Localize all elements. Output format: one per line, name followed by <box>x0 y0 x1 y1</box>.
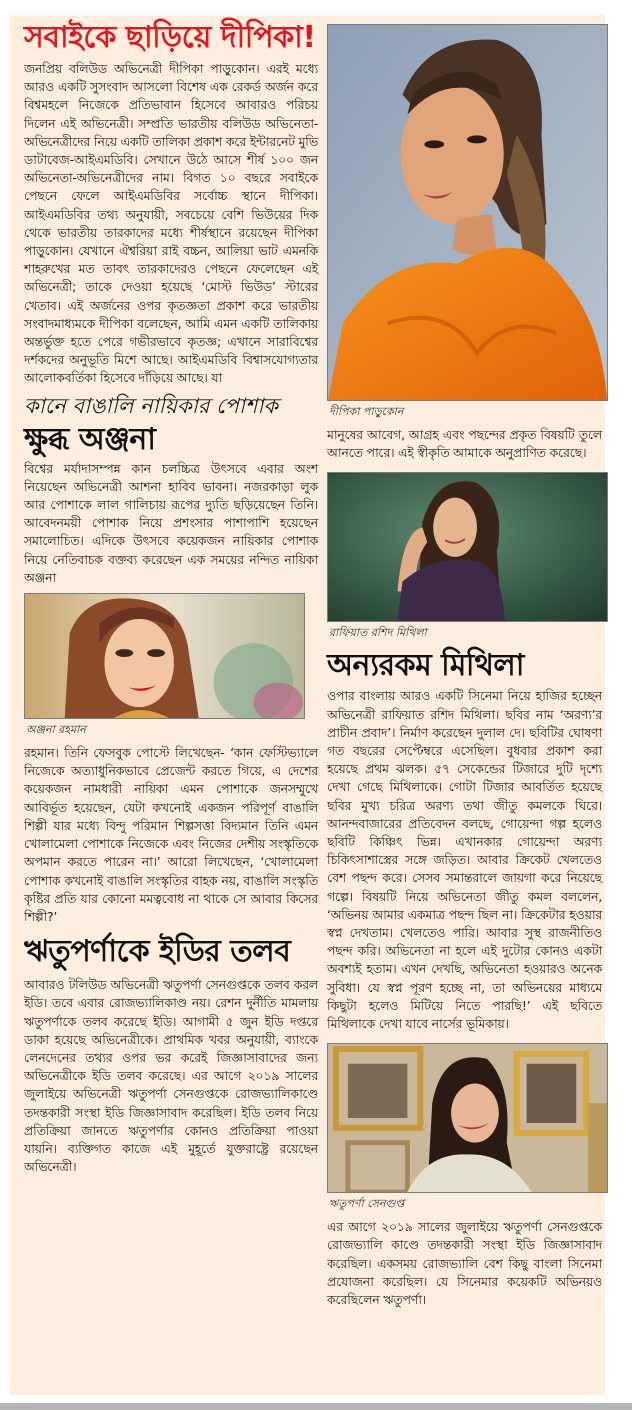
article-deepika-body: জনপ্রিয় বলিউড অভিনেত্রী দীপিকা পাড়ুকোন। এরই মধ্যে আরও একটি সুসংবাদ আসলো বিশেষ এক রেকর্ড অর্জন করে বিশ্বমহলে নিজেকে প্রতিভাবান হিসেবে আবারও পরিচয় দিলেন এই অভিনেত্রী। সম্প্রতি ভারতীয় বলিউড অভিনেতা-অভিনেত্রীদের নিয়ে একটি তালিকা প্রকাশ করে ইন্টারনেট মুভি ডাটাবেজ-আইএমডিবি। সেখানে উঠে আসে শীর্ষ ১০০ জন অভিনেতা-অভিনেত্রীদের নাম। বিগত ১০ বছরে সবাইকে পেছনে ফেলে আইএমডিবির সর্বোচ্চ স্থানে দীপিকা। আইএমডিবির তথ্য অনুযায়ী, সবচেয়ে বেশি ভিউয়ের দিক থেকে ভারতীয় তারকাদের মধ্যে শীর্ষস্থানে রয়েছেন দীপিকা পাড়ুকোন। যেখানে ঐশ্বরিয়া রাই বচ্চন, আলিয়া ভাট এমনকি শাহরুখের মত তাবৎ তারকাদেরও পেছনে ফেলেছেন এই অভিনেত্রী; তাকে দেওয়া হয়েছে ‘মোস্ট ভিউড’ স্টারের খেতাব। এই অর্জনের ওপর কৃতজ্ঞতা প্রকাশ করে ভারতীয় সংবাদমাধ্যমকে দীপিকা বলেছেন, আমি এমন একটি তালিকায় অন্তর্ভুক্ত হতে পেরে গভীরভাবে কৃতজ্ঞ; এখানে সারাবিশ্বের দর্শকদের অনুভূতি মিশে আছে। আইএমডিবি বিশ্বাসযোগ্যতার আলোকবর্তিকা হিসেবে দাঁড়িয়ে আছে। যা <box>24 61 318 386</box>
photo-caption-mithila: রাফিয়াত রশিদ মিথিলা <box>329 626 427 640</box>
article-anjana-body-part2: রহমান। তিনি ফেসবুক পোস্টে লিখেছেন- ‘কান ফেস্টিভ্যালে নিজেকে অত্যাধুনিকভাবে প্রেজেন্ট করতে গিয়ে, এ দেশের কয়েকজন নামধারী নায়িকা এমন পোশাকে জনসম্মুখে আবির্ভূত হয়েছেন, যেটা কখনোই একজন পরিপূর্ণ বাঙালি শিল্পী যার মধ্যে বিন্দু পরিমান শিল্পসত্তা বিদ্যমান তিনি এমন খোলামেলা পোশাকে নিজেকে এবং নিজের দেশীয় সংস্কৃতিকে অপমান করতে পারেন না।’ আরো লিখেছেন, ‘খোলামেলা পোশাক কখনোই বাঙালি সংস্কৃতির বাহক নয়, বাঙালি সংস্কৃতি কৃষ্টির প্রতি যার কোনো মমত্ববোধ না থাকে সে আবার কিসের শিল্পী?’ <box>24 745 318 924</box>
photo-deepika-padukone <box>327 24 608 401</box>
headline-rituparna: ঋতুপর্ণাকে ইডির তলব <box>24 934 291 970</box>
bottom-divider <box>0 1403 632 1410</box>
photo-deepika-image <box>328 25 607 400</box>
kicker-cannes: কানে বাঙালি নায়িকার পোশাক <box>24 393 279 418</box>
right-column <box>327 15 602 1309</box>
article-rituparna-continued: এর আগে ২০১৯ সালের জুলাইয়ে ঋতুপর্ণা সেনগুপ্তকে রোজভ্যালি কাণ্ডে তদন্তকারী সংস্থা ইডি জিজ্ঞাসাবাদ করেছিল। একসময় রোজভ্যালি বেশ কিছু বাংলা সিনেমা প্রযোজনা করেছিল। যে সিনেমার কয়েকটি অভিনয়ও করেছিলেন ঋতুপর্ণা। <box>327 1219 602 1308</box>
photo-caption-rituparna: ঋতুপর্ণা সেনগুপ্ত <box>329 1197 405 1211</box>
photo-caption-anjana: অঞ্জনা রহমান <box>26 723 86 737</box>
headline-anjana: ক্ষুব্ধ অঞ্জনা <box>24 421 156 457</box>
left-column <box>24 15 318 1176</box>
photo-mithila <box>327 472 608 622</box>
photo-anjana-image <box>25 594 304 718</box>
photo-rituparna <box>327 1043 608 1193</box>
photo-caption-deepika: দীপিকা পাড়ুকোন <box>329 405 404 418</box>
headline-mithila: অন্যরকম মিথিলা <box>327 648 524 684</box>
photo-anjana-rahman <box>24 593 305 719</box>
photo-mithila-image <box>328 473 607 621</box>
article-anjana-body-part1: বিশ্বের মর্যাদাসম্পন্ন কান চলচ্চিত্র উৎসবে এবার অংশ নিয়েছেন অভিনেত্রী আশনা হাবিব ভাবনা। নজরকাড়া লুক আর পোশাকে লাল গালিচায় রূপের দ্যুতি ছড়িয়েছেন তিনি। আবেদনময়ী পোশাক নিয়ে প্রশংসার পাশাপাশি হয়েছেন সমালোচিত। এদিকে উৎসবে কয়েকজন নায়িকার পোশাক নিয়ে নেতিবাচক বক্তব্য করেছেন এক সময়ের নন্দিত নায়িকা অঞ্জনা <box>24 460 318 585</box>
article-mithila-body: ওপার বাংলায় আরও একটি সিনেমা নিয়ে হাজির হচ্ছেন অভিনেত্রী রাফিয়াত রশিদ মিথিলা। ছবির নাম ‘অরণ্য’র প্রাচীন প্রবাদ’। নির্মাণ করেছেন দুলাল দে। ছবিটির ঘোষণা গত বছরের সেপ্টেম্বরে এসেছিল। বুধবার প্রকাশ করা হয়েছে প্রথম ঝলক। ৫৭ সেকেন্ডের টিজারে দুটি দৃশ্যে দেখা গেছে মিথিলাকে। গোটা টিজার আবর্তিত হয়েছে ছবির মুখ্য চরিত্র অরণ্য তথা জীতু কমলকে ঘিরে। আনন্দবাজারের প্রতিবেদন বলছে, গোয়েন্দা গল্প হলেও ছবিটি কিঞ্চিৎ ভিন্ন। এখানকার গোয়েন্দা অরণ্য চিকিৎসাশাস্ত্রের সঙ্গে জড়িত। আবার ক্রিকেট খেলতেও বেশ পছন্দ করে। সেসব সমান্তরালে জায়গা করে নিয়েছে গল্পে। বিষয়টি নিয়ে অভিনেতা জীতু কমল বললেন, ‘অভিনয় আমার একমাত্র পছন্দ ছিল না। ক্রিকেটার হওয়ার স্বপ্ন দেখতাম। খেলতেও পারি। আবার সুস্থ রাজনীতিও পছন্দ করি। অভিনেতা না হলে এই দুটোর কোনও একটা অবশ্যই হতাম। এখন দেখছি, অভিনেতা হওয়ারও অনেক সুবিধা। যে স্বপ্ন পূরণ হচ্ছে না, তা অভিনয়ের মাধ্যমে কিছুটা হলেও মিটিয়ে নিতে পারছি!’ এই ছবিতে মিথিলাকে দেখা যাবে নার্সের ভূমিকায়। <box>327 688 602 1032</box>
article-rituparna-body: আবারও টলিউড অভিনেত্রী ঋতুপর্ণা সেনগুপ্তকে তলব করল ইডি। তবে এবার রোজভ্যালিকাণ্ড নয়। রেশন দুর্নীতি মামলায় ঋতুপর্ণাকে তলব করেছে ইডি। আগামী ৫ জুন ইডি দপ্তরে ডাকা হয়েছে অভিনেত্রীকে। প্রাথমিক খবর অনুযায়ী, ব্যাংকে লেনদেনের তথ্যর ওপর ভর করেই জিজ্ঞাসাবাদের জন্য অভিনেত্রীকে ইডি তলব করেছে। এর আগে ২০১৯ সালের জুলাইয়ে অভিনেত্রী ঋতুপর্ণা সেনগুপ্তকে রোজভ্যালিকাণ্ডে তদন্তকারী সংস্থা ইডি জিজ্ঞাসাবাদ করেছিল। ইডি তলব নিয়ে প্রতিক্রিয়া জানতে ঋতুপর্ণার কোনও প্রতিক্রিয়া পাওয়া যায়নি। ব্যক্তিগত কাজে এই মুহূর্তে যুক্তরাষ্ট্রে রয়েছেন অভিনেত্রী। <box>24 977 318 1175</box>
headline-deepika: সবাইকে ছাড়িয়ে দীপিকা! <box>24 20 316 55</box>
newspaper-page <box>10 15 605 1395</box>
article-deepika-continued: মানুষের আবেগ, আগ্রহ এবং পছন্দের প্রকৃত বিষয়টি তুলে আনতে পারে। এই স্বীকৃতি আমাকে অনুপ্রাণিত করেছে। <box>327 427 602 461</box>
photo-rituparna-image <box>328 1044 607 1192</box>
